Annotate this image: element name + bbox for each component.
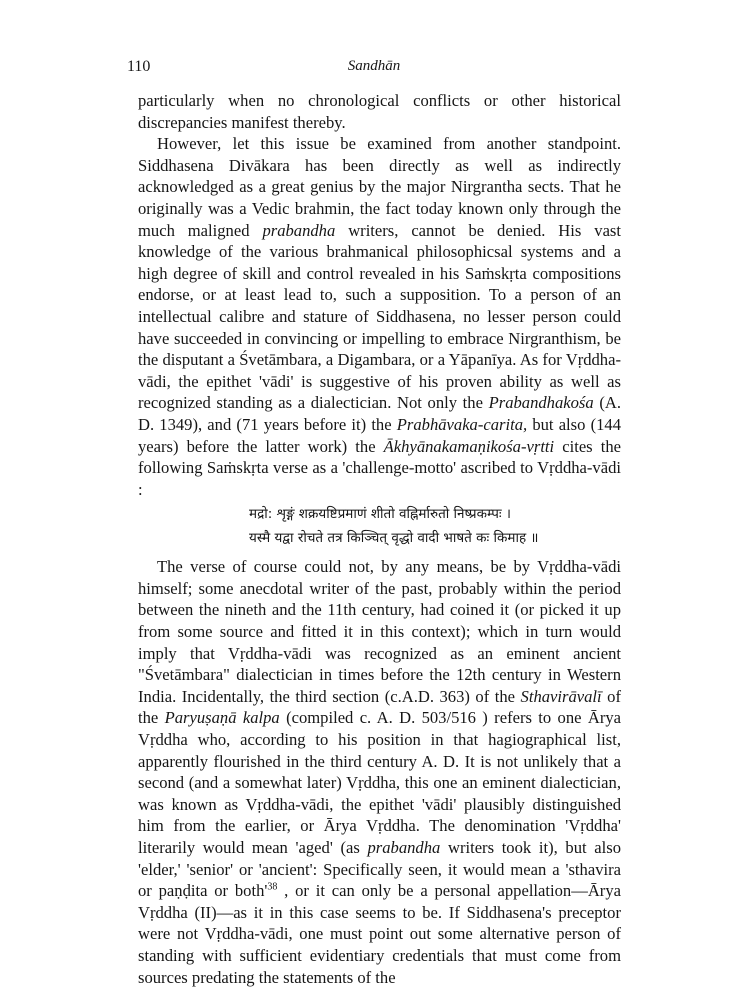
italic-term-prabandha: prabandha [367, 838, 441, 857]
text-run: The verse of course could not, by any means, be by Vṛddha-vādi himself; some anecdotal writer of the past, probably within the period between the nineth and the 11th century, had coined it (or picked it up from some source and fitted it in this context); which in turn would imply that Vṛddha-vādi was recognized as an eminent ancient "Śvetāmbara" dialectician in times before the 12th century in Western India. Incidentally, the third section (c.A.D. 363) of the [138, 557, 621, 706]
verse-line-2: यस्मै यद्वा रोचते तत्र किञ्चित् वृद्धो वादी भाषते कः किमाह ॥ [249, 530, 539, 547]
paragraph-continued [138, 90, 621, 133]
text-run: , or it can only be a personal appellation—Ārya Vṛddha (II)—as it in this case seems to be. If Siddhasena's preceptor were not Vṛddha-vādi, one must point out some alternative person of standing with sufficient evidentiary credentials that must come from sources predating the statements of the [138, 881, 621, 987]
page-header [127, 58, 621, 82]
text-run: but also (144 years) before the latter work) the [138, 414, 621, 456]
footnote-marker-38[interactable]: 38 [267, 881, 278, 893]
text-run: writers took it), but also 'elder,' 'senior' or 'ancient': Specifically seen, it would mean a 'sthavira or paṇḍita or both' [138, 838, 621, 901]
italic-title-prabhavaka-carita: Prabhāvaka-carita, [396, 414, 528, 434]
page-number: 110 [127, 58, 151, 75]
italic-title-sthaviravali: Sthavirāvalī [520, 686, 602, 706]
running-title: Sandhān [347, 58, 401, 74]
sanskrit-verse [138, 502, 621, 550]
paragraph-verse-discussion [138, 556, 621, 988]
italic-title-prabandhakosa: Prabandhakośa [488, 393, 594, 413]
text-run: cites the following Saṁskṛta verse as a 'challenge-motto' ascribed to Vṛddha-vādi : [138, 436, 621, 499]
italic-term-prabandha: prabandha [262, 220, 336, 240]
text-run: (compiled c. A. D. 503/516 ) refers to one Ārya Vṛddha who, according to his position in that hagiographical list, apparently flourished in the third century A. D. It is not unlikely that a second (and a somewhat later) Vṛddha, this one an eminent dialectician, was known as Vṛddha-vādi, the epithet 'vādi' plausibly distinguished him from the earlier, or Ārya Vṛddha. The denomination 'Vṛddha' literarily would mean 'aged' (as [138, 708, 622, 857]
paragraph-standpoint [138, 133, 621, 500]
italic-title-paryusana-kalpa: Paryuṣaṇā kalpa [164, 708, 280, 728]
verse-line-1: मद्रो: शृङ्गं शक्रयष्टिप्रमाणं शीतो वह्निर्मारुतो निष्प्रकम्पः । [249, 506, 512, 523]
text-run: of the [138, 686, 621, 728]
paragraph-text: particularly when no chronological conflicts or other historical discrepancies manifest thereby. [138, 91, 621, 132]
text-run: However, let this issue be examined from another standpoint. Siddhasena Divākara has been directly as well as indirectly acknowledged as a great genius by the major Nirgrantha sects. That he originally was a Vedic brahmin, the fact today known only through the much maligned [138, 134, 621, 240]
italic-title-akhyanakamanikosa-vrtti: Ākhyānakamaṇikośa-vṛtti [383, 436, 555, 456]
body-text [138, 90, 621, 988]
text-run: (A. D. 1349), and (71 years before it) the [138, 393, 621, 434]
text-run: writers, cannot be denied. His vast knowledge of the various brahmanical philosophicsal systems and a high degree of skill and control revealed in his Saṁskṛta compositions endorse, or at least lead to, such a supposition. To a person of an intellectual calibre and stature of Siddhasena, no lesser person could have succeeded in convincing or impelling to embrace Nirgranthism, be the disputant a Śvetāmbara, a Digambara, or a Yāpanīya. As for Vṛddha-vādi, the epithet 'vādi' is suggestive of his proven ability as well as recognized standing as a dialectician. Not only the [138, 220, 621, 413]
